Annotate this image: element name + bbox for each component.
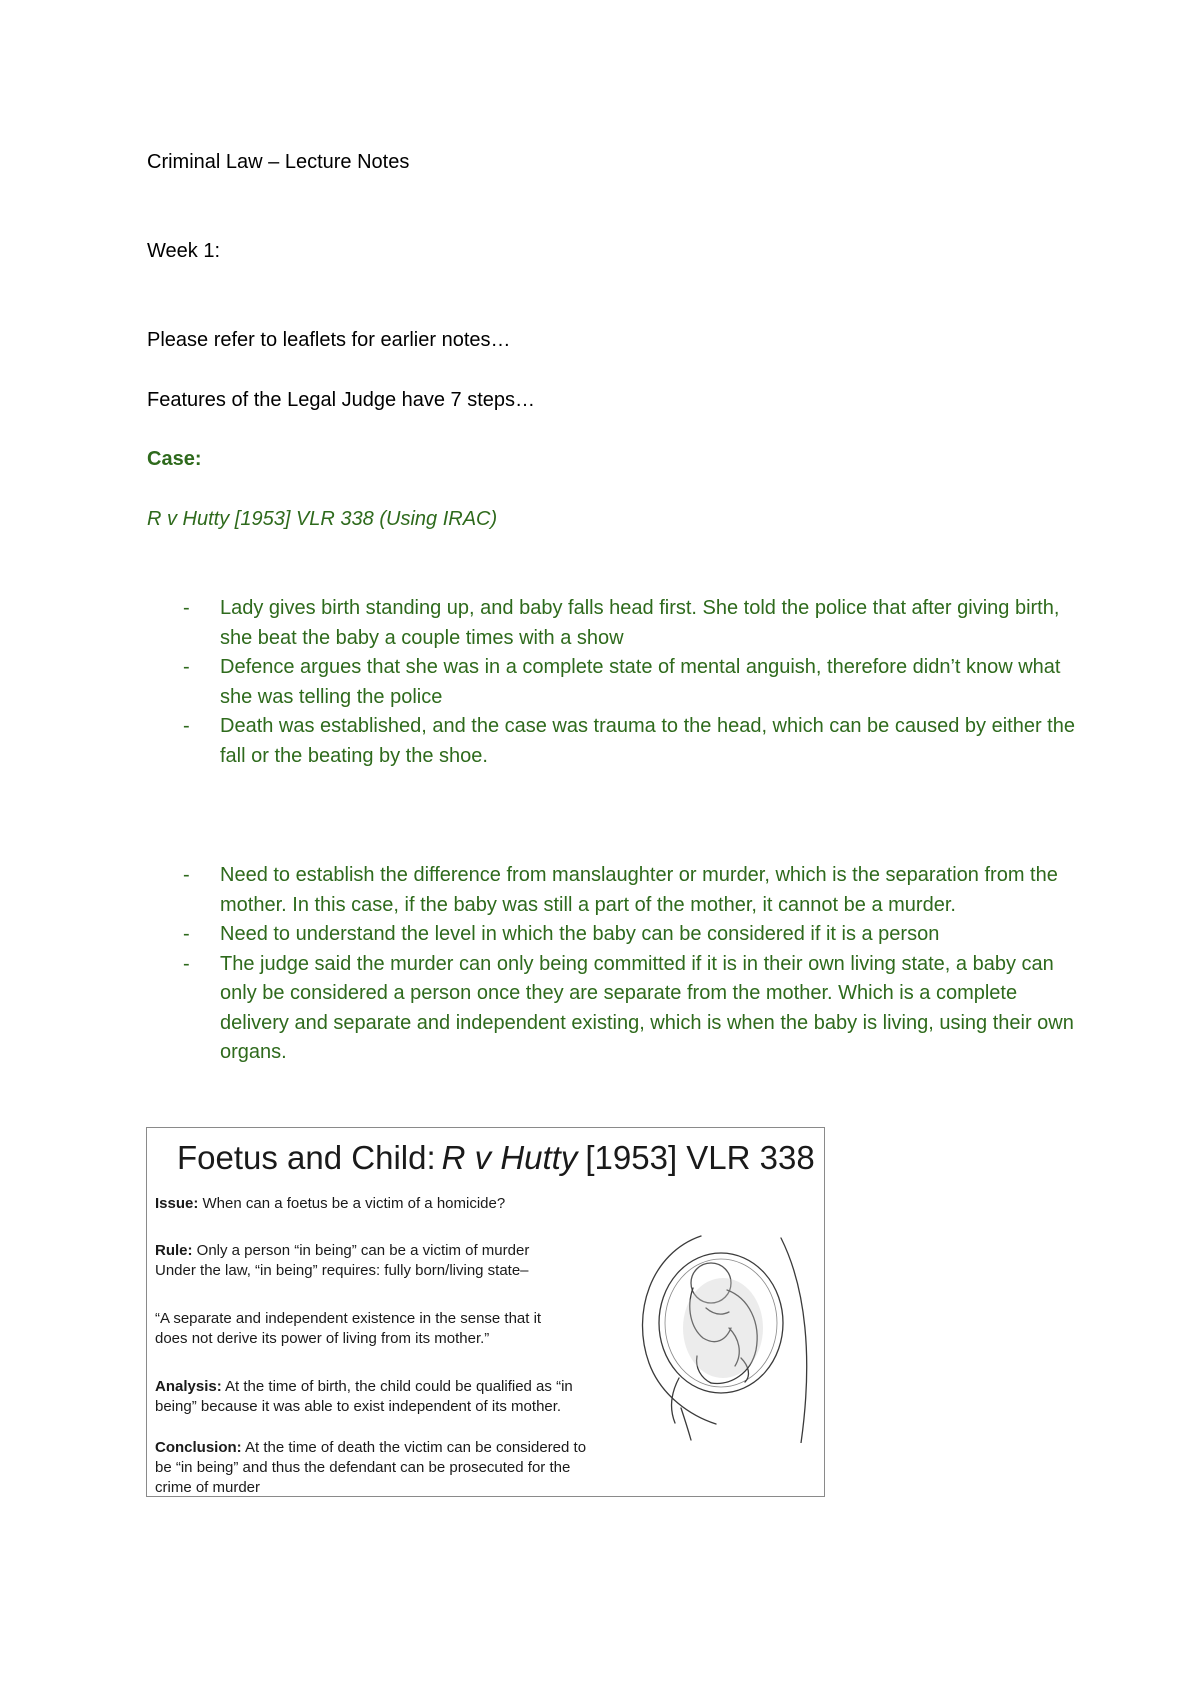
figure-issue (155, 1194, 615, 1214)
list-item (147, 712, 1077, 771)
issue-label: Issue: (155, 1195, 199, 1212)
figure-title-case: R v Hutty (441, 1139, 578, 1176)
list-item (147, 861, 1077, 920)
bullet-dash: - (183, 715, 190, 737)
analysis-bullet-list (147, 861, 1077, 1068)
week-heading: Week 1: (147, 240, 220, 262)
list-item (147, 920, 1077, 950)
bullet-dash: - (183, 656, 190, 678)
figure-conclusion (155, 1438, 595, 1498)
rule-label: Rule: (155, 1242, 193, 1259)
bullet-text: The judge said the murder can only being committed if it is in their own living state, a baby can only be considered a person once they are separate from the mother. Which is a complete delivery and separate and independent existing, which is when the baby is living, using their own organs. (220, 952, 1074, 1063)
conclusion-label: Conclusion: (155, 1439, 242, 1456)
rule-text: Only a person “in being” can be a victim of murder (192, 1242, 530, 1259)
figure-title (177, 1136, 815, 1180)
document-title: Criminal Law – Lecture Notes (147, 151, 410, 173)
bullet-text: Need to understand the level in which the baby can be considered if it is a person (220, 923, 940, 945)
analysis-text: At the time of birth, the child could be qualified as “in being” because it was able to exist independent of its mother. (155, 1378, 573, 1415)
bullet-text: Lady gives birth standing up, and baby falls head first. She told the police that after giving birth, she beat the baby a couple times with a show (220, 597, 1060, 649)
analysis-label: Analysis: (155, 1378, 222, 1395)
bullet-text: Defence argues that she was in a complete state of mental anguish, therefore didn’t know what she was telling the police (220, 656, 1061, 708)
figure-analysis (155, 1377, 615, 1417)
list-item (147, 594, 1077, 653)
figure-title-main: Foetus and Child (177, 1139, 427, 1176)
foetus-in-womb-illustration-icon (631, 1228, 821, 1443)
rule-text-2: Under the law, “in being” requires: fully born/living state– (155, 1262, 529, 1279)
list-item (147, 950, 1077, 1068)
conclusion-text: At the time of death the victim can be considered to be “in being” and thus the defendant can be prosecuted for the crime of murder (155, 1439, 587, 1496)
bullet-dash: - (183, 952, 190, 975)
figure-title-year: [1953] VLR 338 (585, 1139, 815, 1176)
bullet-dash: - (183, 597, 190, 619)
list-item (147, 653, 1077, 712)
bullet-text: Death was established, and the case was trauma to the head, which can be caused by either the fall or the beating by the shoe. (220, 715, 1075, 767)
bullet-dash: - (183, 864, 190, 886)
intro-paragraph: Please refer to leaflets for earlier notes… (147, 329, 511, 351)
figure-title-separator: : (426, 1139, 436, 1176)
issue-text: When can a foetus be a victim of a homicide? (198, 1195, 506, 1212)
case-citation: R v Hutty [1953] VLR 338 (Using IRAC) (147, 508, 498, 530)
facts-bullet-list (147, 594, 1077, 771)
irac-slide-figure (146, 1127, 825, 1497)
figure-quote: “A separate and independent existence in the sense that it does not derive its power of living from its mother.” (155, 1310, 542, 1347)
features-paragraph: Features of the Legal Judge have 7 steps… (147, 389, 536, 411)
bullet-dash: - (183, 923, 190, 945)
figure-rule (155, 1241, 615, 1281)
case-heading: Case: (147, 448, 202, 470)
bullet-text: Need to establish the difference from manslaughter or murder, which is the separation from the mother. In this case, if the baby was still a part of the mother, it cannot be a murder. (220, 864, 1058, 916)
